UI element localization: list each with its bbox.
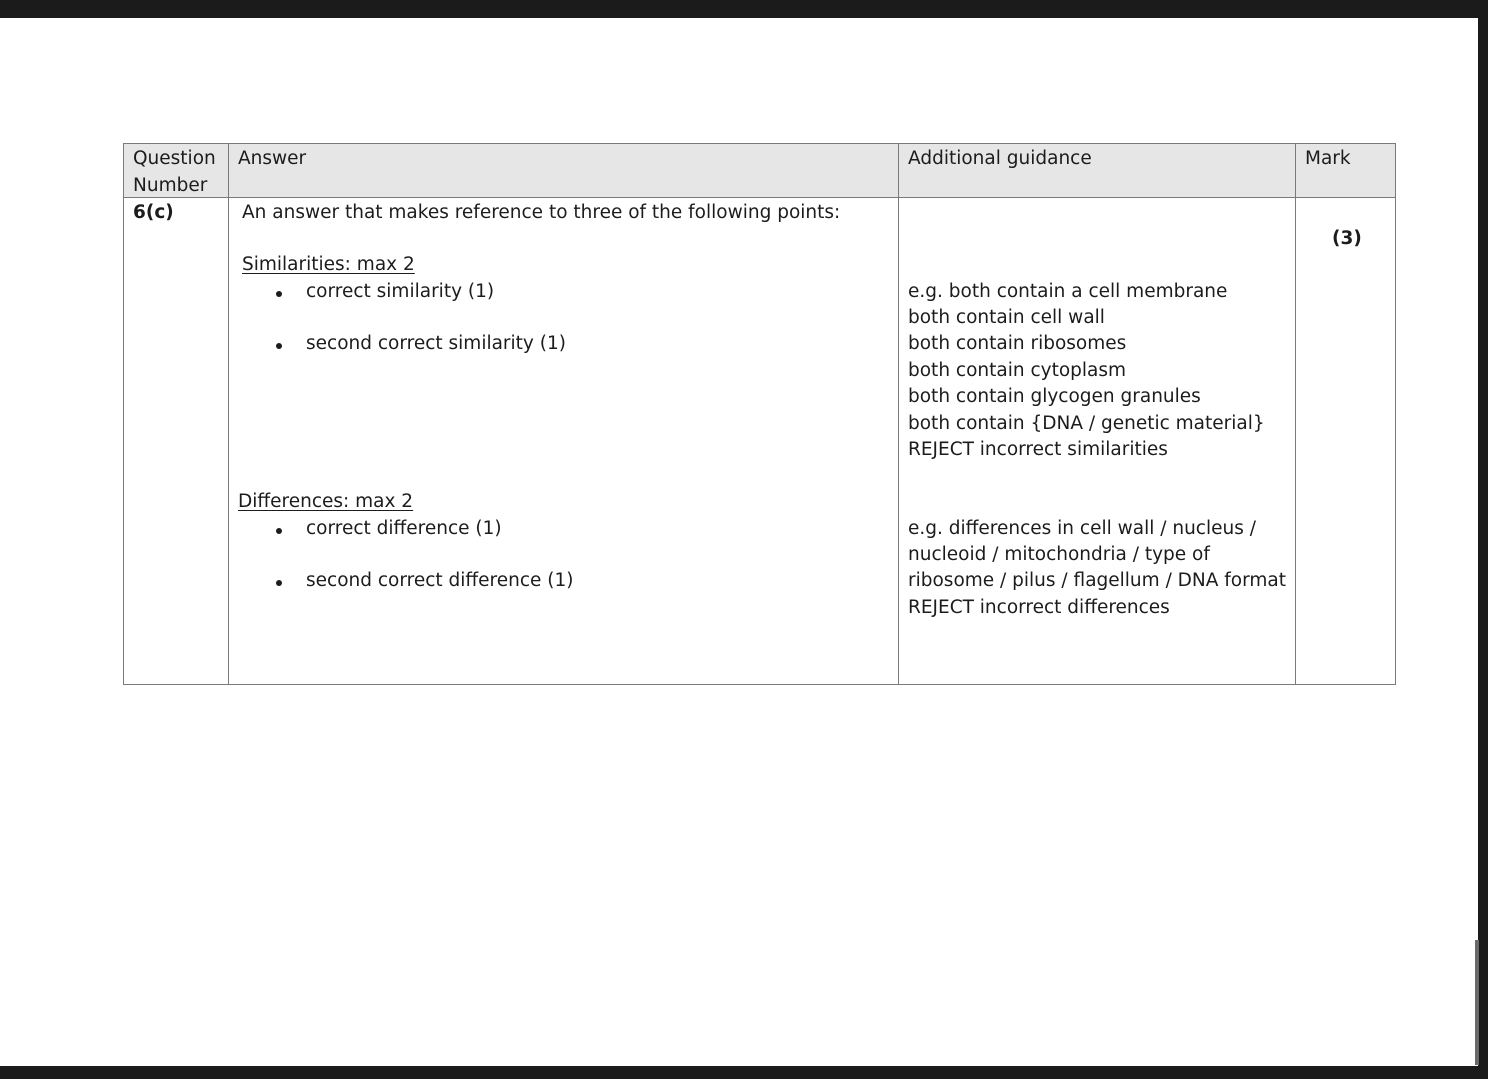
similarity-bullet: correct similarity (1) <box>306 281 495 302</box>
guidance-similarity-line: both contain cell wall <box>908 307 1105 328</box>
answer-intro: An answer that makes reference to three of the following points: <box>242 202 841 223</box>
bullet-icon <box>276 343 282 349</box>
mark-value: (3) <box>1332 228 1362 249</box>
guidance-similarity-line: both contain glycogen granules <box>908 386 1201 407</box>
mark-scheme-table <box>123 143 1396 685</box>
differences-heading: Differences: max 2 <box>238 491 414 512</box>
scrollbar-thumb[interactable] <box>1475 940 1479 1065</box>
similarities-heading: Similarities: max 2 <box>242 254 415 275</box>
bottom-window-bar <box>0 1066 1488 1079</box>
column-divider <box>898 144 899 684</box>
top-window-bar <box>0 0 1488 18</box>
guidance-similarity-line: REJECT incorrect similarities <box>908 439 1168 460</box>
header-question-number: Question Number <box>133 148 216 196</box>
difference-bullet: second correct difference (1) <box>306 570 574 591</box>
table-header-row <box>124 144 1395 198</box>
guidance-similarity-line: e.g. both contain a cell membrane <box>908 281 1228 302</box>
header-mark: Mark <box>1305 148 1351 169</box>
column-divider <box>1295 144 1296 684</box>
guidance-difference-line: REJECT incorrect differences <box>908 597 1170 618</box>
window-right-edge <box>1478 0 1488 1079</box>
difference-bullet: correct difference (1) <box>306 518 502 539</box>
question-number: 6(c) <box>133 202 174 223</box>
guidance-similarity-line: both contain cytoplasm <box>908 360 1127 381</box>
bullet-icon <box>276 528 282 534</box>
guidance-difference-line: e.g. differences in cell wall / nucleus / <box>908 518 1256 539</box>
guidance-difference-line: nucleoid / mitochondria / type of <box>908 544 1210 565</box>
similarity-bullet: second correct similarity (1) <box>306 333 566 354</box>
guidance-similarity-line: both contain ribosomes <box>908 333 1127 354</box>
guidance-similarity-line: both contain {DNA / genetic material} <box>908 413 1265 434</box>
header-additional-guidance: Additional guidance <box>908 148 1092 169</box>
guidance-difference-line: ribosome / pilus / flagellum / DNA format <box>908 570 1287 591</box>
bullet-icon <box>276 580 282 586</box>
header-answer: Answer <box>238 148 307 169</box>
column-divider <box>228 144 229 684</box>
bullet-icon <box>276 291 282 297</box>
